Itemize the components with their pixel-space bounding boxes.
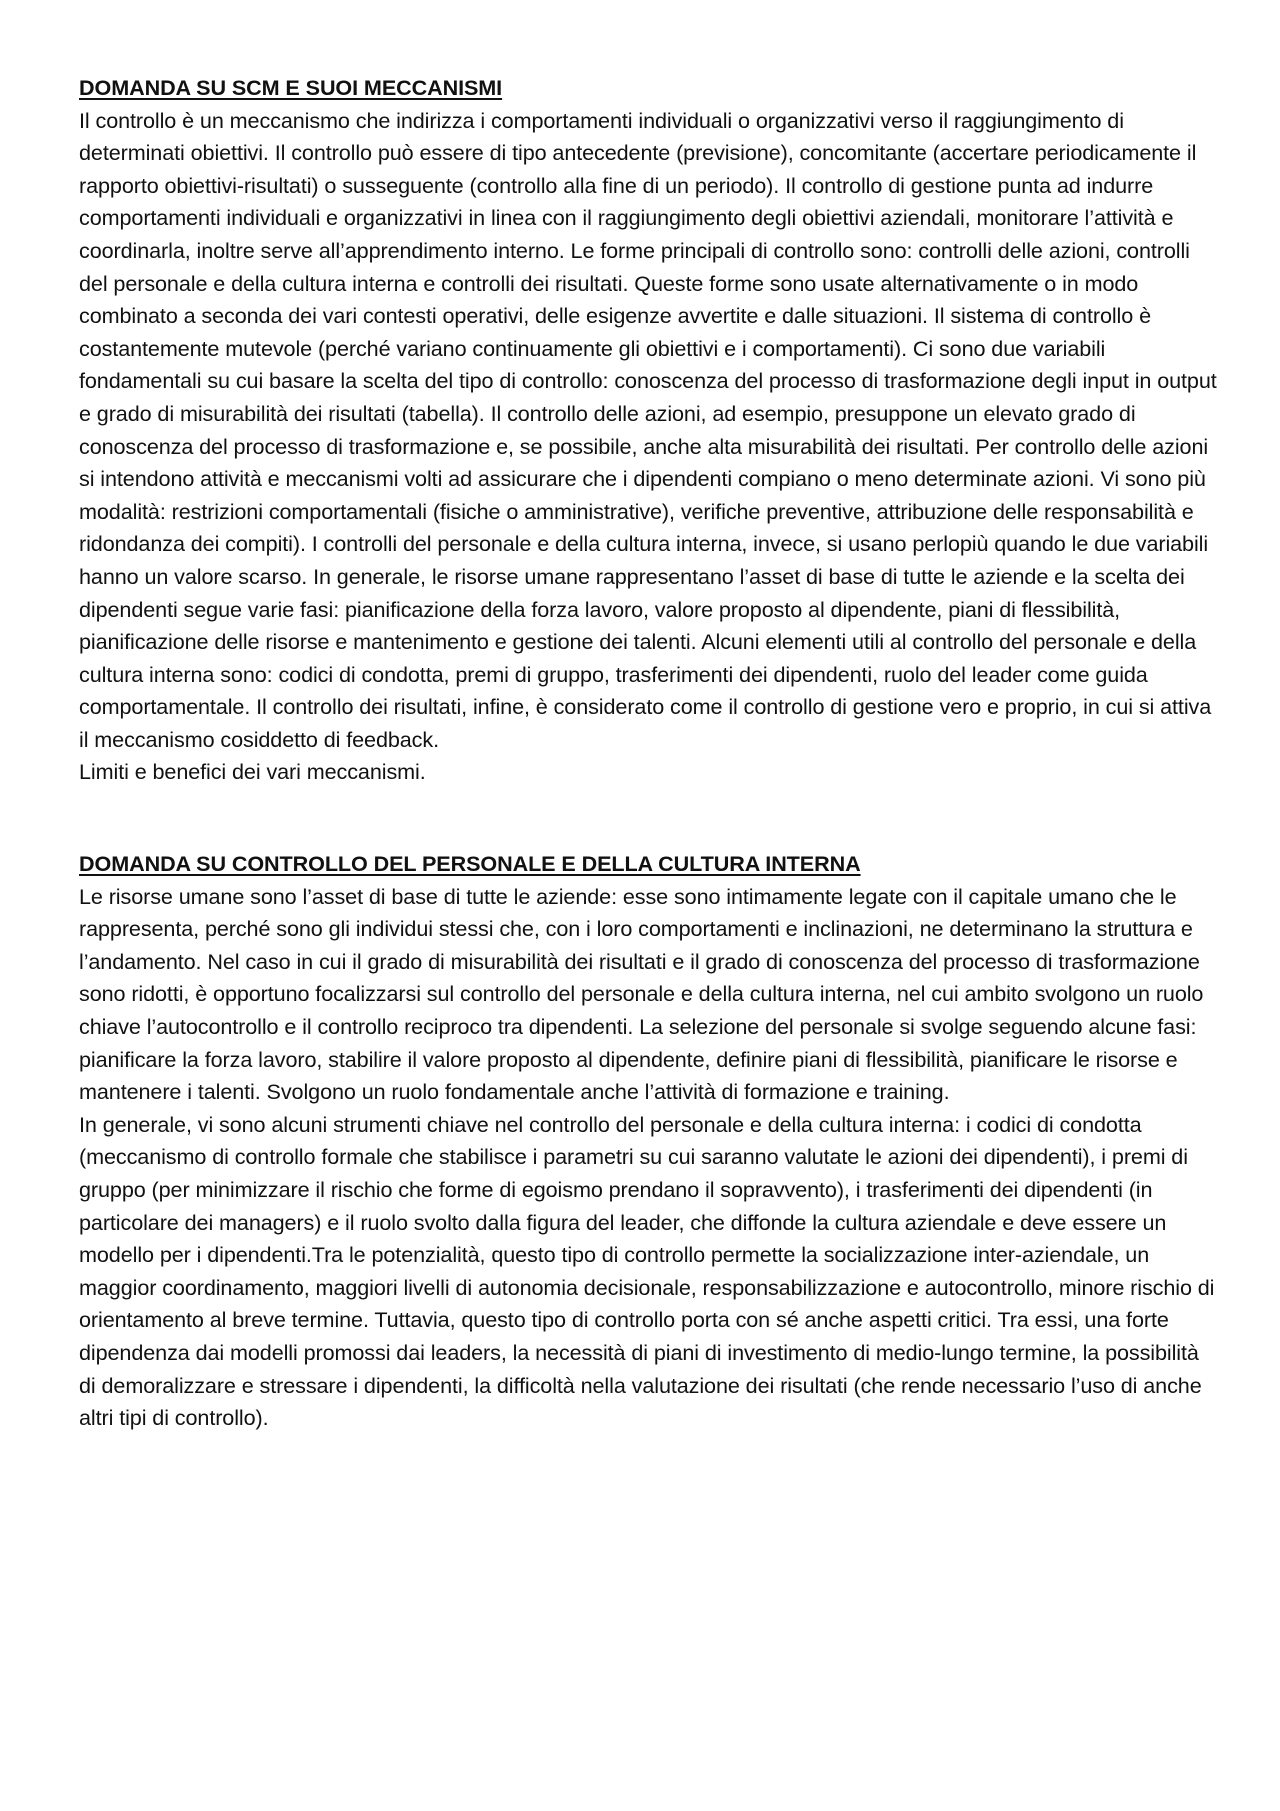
- section-paragraph: Il controllo è un meccanismo che indirizza i comportamenti individuali o organizzativi verso il raggiungimento di determinati obiettivi. Il controllo può essere di tipo antecedente (previsione), concomitante (accertare periodicamente il rapporto obiettivi-risultati) o susseguente (controllo alla fine di un periodo). Il controllo di gestione punta ad indurre comportamenti individuali e organizzativi in linea con il raggiungimento degli obiettivi aziendali, monitorare l’attività e coordinarla, inoltre serve all’apprendimento interno. Le forme principali di controllo sono: controlli delle azioni, controlli del personale e della cultura interna e controlli dei risultati. Queste forme sono usate alternativamente o in modo combinato a seconda dei vari contesti operativi, delle esigenze avvertite e dalle situazioni. Il sistema di controllo è costantemente mutevole (perché variano continuamente gli obiettivi e i comportamenti). Ci sono due variabili fondamentali su cui basare la scelta del tipo di controllo: conoscenza del processo di trasformazione degli input in output e grado di misurabilità dei risultati (tabella). Il controllo delle azioni, ad esempio, presuppone un elevato grado di conoscenza del processo di trasformazione e, se possibile, anche alta misurabilità dei risultati. Per controllo delle azioni si intendono attività e meccanismi volti ad assicurare che i dipendenti compiano o meno determinate azioni. Vi sono più modalità: restrizioni comportamentali (fisiche o amministrative), verifiche preventive, attribuzione delle responsabilità e ridondanza dei compiti). I controlli del personale e della cultura interna, invece, si usano perlopiù quando le due variabili hanno un valore scarso. In generale, le risorse umane rappresentano l’asset di base di tutte le aziende e la scelta dei dipendenti segue varie fasi: pianificazione della forza lavoro, valore proposto al dipendente, piani di flessibilità, pianificazione delle risorse e mantenimento e gestione dei talenti. Alcuni elementi utili al controllo del personale e della cultura interna sono: codici di condotta, premi di gruppo, trasferimenti dei dipendenti, ruolo del leader come guida comportamentale. Il controllo dei risultati, infine, è considerato come il controllo di gestione vero e proprio, in cui si attiva il meccanismo cosiddetto di feedback.: [79, 107, 1217, 752]
- section-personnel-culture-control: [79, 848, 1219, 1435]
- section-heading: DOMANDA SU SCM E SUOI MECCANISMI: [79, 75, 503, 100]
- section-paragraph: Le risorse umane sono l’asset di base di tutte le aziende: esse sono intimamente legate con il capitale umano che le rappresenta, perché sono gli individui stessi che, con i loro comportamenti e inclinazioni, ne determinano la struttura e l’andamento. Nel caso in cui il grado di misurabilità dei risultati e il grado di conoscenza del processo di trasformazione sono ridotti, è opportuno focalizzarsi sul controllo del personale e della cultura interna, nel cui ambito svolgono un ruolo chiave l’autocontrollo e il controllo reciproco tra dipendenti. La selezione del personale si svolge seguendo alcune fasi: pianificare la forza lavoro, stabilire il valore proposto al dipendente, definire piani di flessibilità, pianificare le risorse e mantenere i talenti. Svolgono un ruolo fondamentale anche l’attività di formazione e training.: [79, 883, 1204, 1105]
- section-paragraph: Limiti e benefici dei vari meccanismi.: [79, 759, 426, 785]
- section-paragraph: In generale, vi sono alcuni strumenti chiave nel controllo del personale e della cultura interna: i codici di condotta (meccanismo di controllo formale che stabilisce i parametri su cui saranno valutate le azioni dei dipendenti), i premi di gruppo (per minimizzare il rischio che forme di egoismo prendano il sopravvento), i trasferimenti dei dipendenti (in particolare dei managers) e il ruolo svolto dalla figura del leader, che diffonde la cultura aziendale e deve essere un modello per i dipendenti.Tra le potenzialità, questo tipo di controllo permette la socializzazione inter-aziendale, un maggior coordinamento, maggiori livelli di autonomia decisionale, responsabilizzazione e autocontrollo, minore rischio di orientamento al breve termine. Tuttavia, questo tipo di controllo porta con sé anche aspetti critici. Tra essi, una forte dipendenza dai modelli promossi dai leaders, la necessità di piani di investimento di medio-lungo termine, la possibilità di demoralizzare e stressare i dipendenti, la difficoltà nella valutazione dei risultati (che rende necessario l’uso di anche altri tipi di controllo).: [79, 1111, 1215, 1431]
- section-heading: DOMANDA SU CONTROLLO DEL PERSONALE E DELLA CULTURA INTERNA: [79, 851, 861, 877]
- section-scm-mechanisms: [79, 72, 1219, 789]
- document-page: [79, 72, 1219, 1435]
